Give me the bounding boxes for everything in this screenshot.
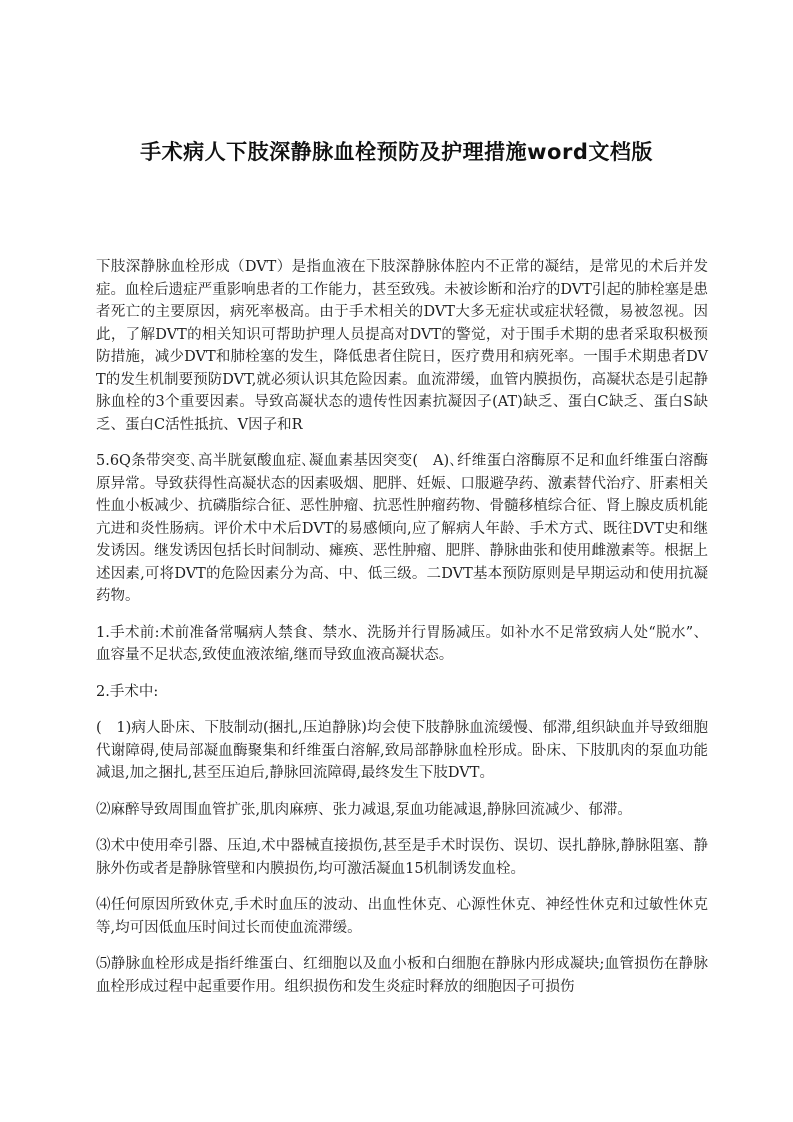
paragraph-intraoperative-heading: 2.手术中:: [96, 683, 159, 700]
document-body: [96, 256, 708, 1012]
paragraph-intro: 下肢深静脉血栓形成（DVT）是指血液在下肢深静脉体腔内不正常的凝结，是常见的术后并发症。血栓后遗症严重影响患者的工作能力，甚至致残。未被诊断和治疗的DVT引起的肺栓塞是患者死亡的主要原因，病死率极高。由于手术相关的DVT大多无症状或症状轻微，易被忽视。因此，了解DVT的相关知识可帮助护理人员提高对DVT的警觉，对于围手术期的患者采取积极预防措施，减少DVT和肺栓塞的发生，降低患者住院日，医疗费用和病死率。一围手术期患者DVT的发生机制要预防DVT,就必须认识其危险因素。血流滞缓，血管内膜损伤，高凝状态是引起静脉血栓的3个重要因素。导致高凝状态的遗传性因素抗凝因子(AT)缺乏、蛋白C缺乏、蛋白S缺乏、蛋白C活性抵抗、V因子和R: [96, 259, 708, 433]
paragraph-item-5: ⑸静脉血栓形成是指纤维蛋白、红细胞以及血小板和白细胞在静脉内形成凝块;血管损伤在静脉血栓形成过程中起重要作用。组织损伤和发生炎症时释放的细胞因子可损伤: [96, 956, 708, 995]
paragraph-item-3: ⑶术中使用牵引器、压迫,术中器械直接损伤,甚至是手术时误伤、误切、误扎静脉,静脉阻塞、静脉外伤或者是静脉管壁和内膜损伤,均可激活凝血15机制诱发血栓。: [96, 838, 708, 877]
paragraph-preoperative: 1.手术前:术前准备常嘱病人禁食、禁水、洗肠并行胃肠减压。如补水不足常致病人处“脱水”、血容量不足状态,致使血液浓缩,继而导致血液高凝状态。: [96, 624, 708, 663]
paragraph-item-4: ⑷任何原因所致休克,手术时血压的波动、出血性休克、心源性休克、神经性休克和过敏性休克等,均可因低血压时间过长而使血流滞缓。: [96, 897, 708, 936]
paragraph-item-2: ⑵麻醉导致周围血管扩张,肌肉麻痹、张力减退,泵血功能减退,静脉回流减少、郁滞。: [96, 801, 632, 818]
paragraph-item-1: ( 1)病人卧床、下肢制动(捆扎,压迫静脉)均会使下肢静脉血流缓慢、郁滞,组织缺血并导致细胞代谢障碍,使局部凝血酶聚集和纤维蛋白溶解,致局部静脉血栓形成。卧床、下肢肌肉的泵血功能减退,加之捆扎,甚至压迫后,静脉回流障碍,最终发生下肢DVT。: [96, 720, 708, 781]
document-title: 手术病人下肢深静脉血栓预防及护理措施word文档版: [140, 140, 653, 164]
paragraph-risk-factors: 5.6Q条带突变､高半胱氨酸血症､凝血素基因突变( A)､纤维蛋白溶酶原不足和血纤维蛋白溶酶原异常。导致获得性高凝状态的因素吸烟、肥胖、妊娠、口服避孕药、激素替代治疗、肝素相关性血小板减少、抗磷脂综合征、恶性肿瘤、抗恶性肿瘤药物、骨髓移植综合征、肾上腺皮质机能亢进和炎性肠病。评价术中术后DVT的易感倾向,应了解病人年龄、手术方式、既往DVT史和继发诱因。继发诱因包括长时间制动、瘫痪、恶性肿瘤、肥胖、静脉曲张和使用雌激素等。根据上述因素,可将DVT的危险因素分为高、中、低三级。二DVT基本预防原则是早期运动和使用抗凝药物。: [96, 453, 708, 604]
